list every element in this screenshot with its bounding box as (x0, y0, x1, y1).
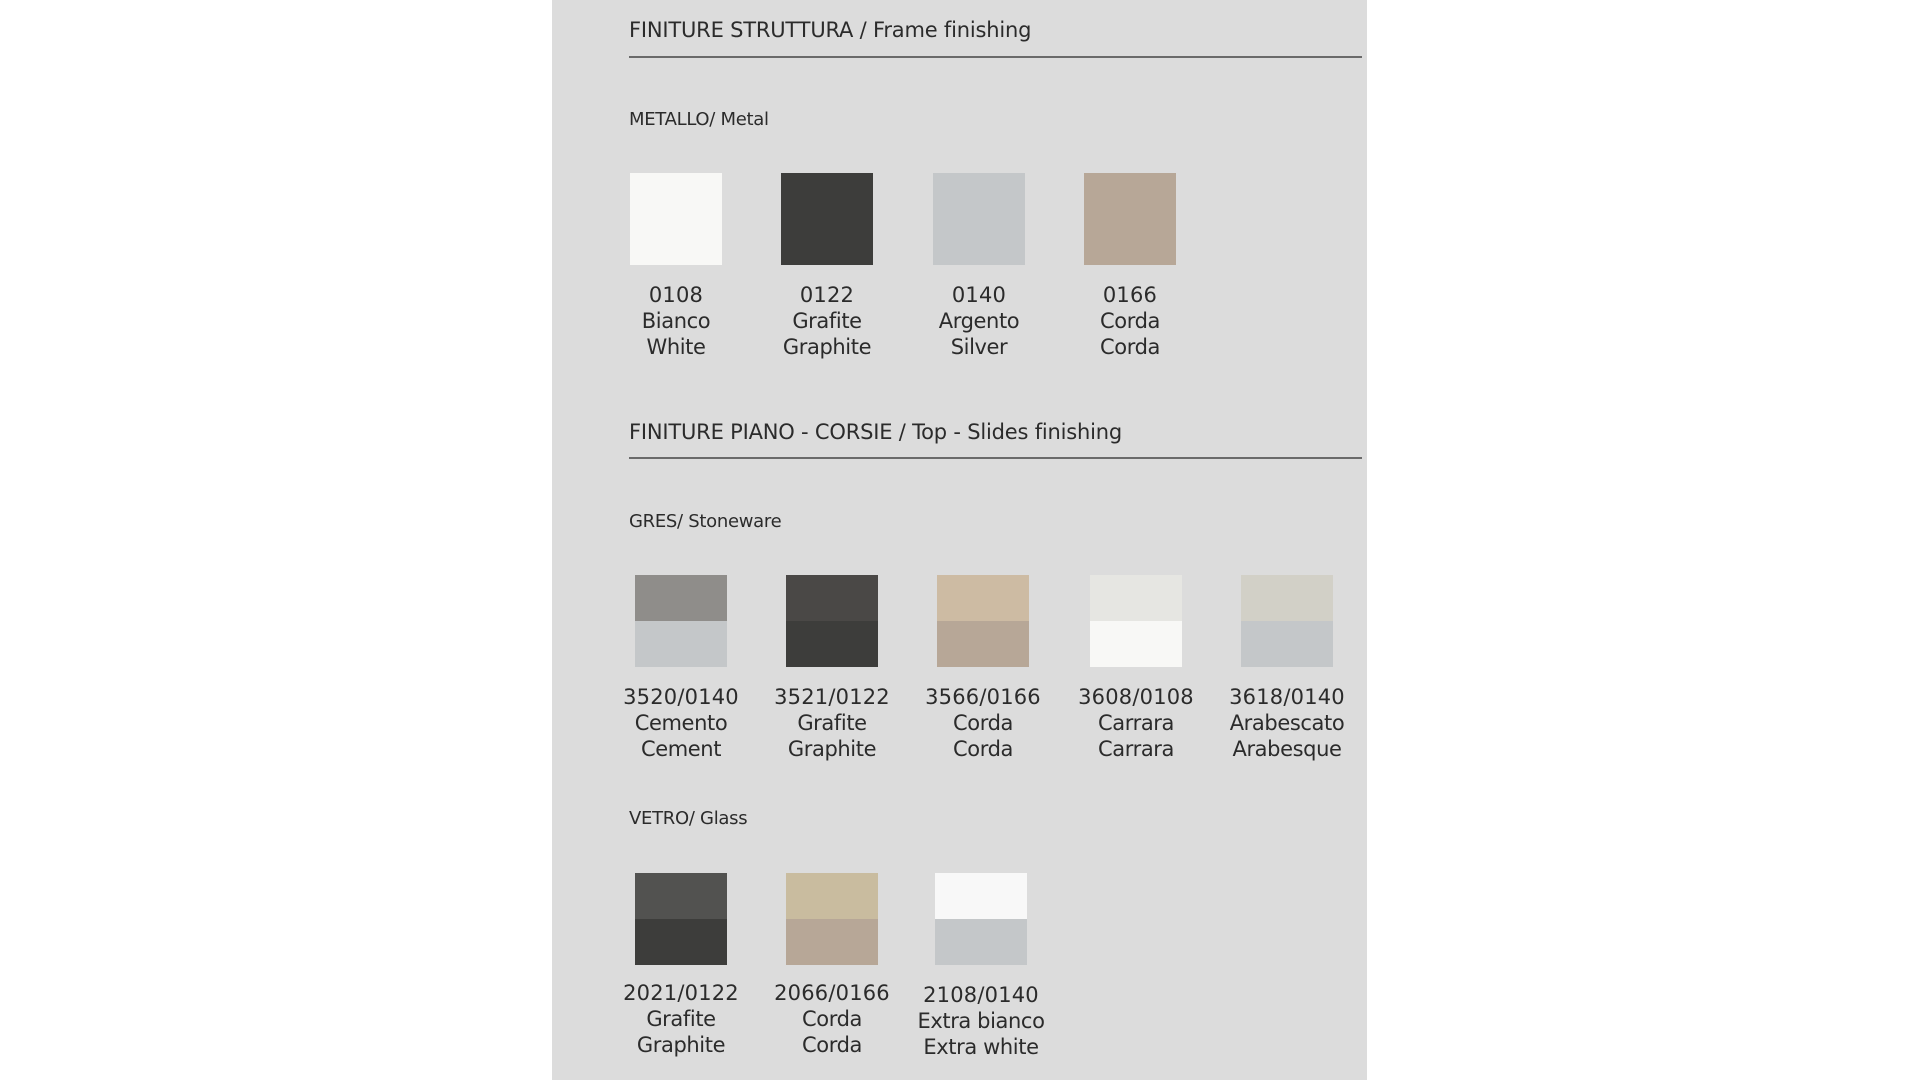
swatch-name-en: White (646, 335, 706, 359)
swatch-caption (904, 282, 1054, 360)
swatch-name-en: Arabesque (1232, 737, 1342, 761)
top-section-title: FINITURE PIANO - CORSIE / Top - Slides finishing (629, 420, 1123, 444)
swatch-3521-0122 (786, 575, 878, 667)
swatch-code: 2066/0166 (774, 981, 890, 1005)
swatch-code: 0140 (951, 283, 1007, 307)
top-section-divider (629, 457, 1362, 459)
swatch-name-it: Arabescato (1229, 711, 1345, 735)
swatch-bottom-color (781, 219, 873, 265)
swatch-caption (752, 282, 902, 360)
swatch-caption (908, 684, 1058, 762)
swatch-code: 0108 (648, 283, 704, 307)
swatch-caption (606, 980, 756, 1058)
swatch-bottom-color (937, 621, 1029, 667)
swatch-name-it: Grafite (797, 711, 867, 735)
metal-group-label: METALLO/ Metal (629, 109, 769, 130)
swatch-name-it: Cemento (634, 711, 728, 735)
swatch-top-color (933, 173, 1025, 219)
swatch-caption (1061, 684, 1211, 762)
swatch-code: 3608/0108 (1078, 685, 1194, 709)
swatch-0140 (933, 173, 1025, 265)
swatch-name-it: Extra bianco (917, 1009, 1045, 1033)
swatch-name-en: Carrara (1097, 737, 1174, 761)
swatch-name-it: Grafite (646, 1007, 716, 1031)
swatch-bottom-color (630, 219, 722, 265)
swatch-name-en: Graphite (787, 737, 877, 761)
swatch-name-en: Cement (640, 737, 722, 761)
swatch-name-it: Carrara (1097, 711, 1174, 735)
swatch-2108-0140 (935, 873, 1027, 965)
swatch-caption (757, 684, 907, 762)
frame-section-title: FINITURE STRUTTURA / Frame finishing (629, 18, 1032, 42)
swatch-2066-0166 (786, 873, 878, 965)
swatch-name-it: Corda (1100, 309, 1160, 333)
swatch-code: 0166 (1102, 283, 1158, 307)
swatch-bottom-color (1084, 219, 1176, 265)
swatch-bottom-color (786, 919, 878, 965)
swatch-name-en: Silver (950, 335, 1008, 359)
swatch-bottom-color (786, 621, 878, 667)
swatch-bottom-color (635, 621, 727, 667)
swatch-3520-0140 (635, 575, 727, 667)
swatch-3618-0140 (1241, 575, 1333, 667)
swatch-caption (606, 684, 756, 762)
swatch-bottom-color (1241, 621, 1333, 667)
swatch-top-color (1090, 575, 1182, 621)
swatch-name-it: Corda (953, 711, 1013, 735)
swatch-code: 3566/0166 (925, 685, 1041, 709)
swatch-code: 2021/0122 (623, 981, 739, 1005)
swatch-caption (601, 282, 751, 360)
swatch-caption (1212, 684, 1362, 762)
swatch-0166 (1084, 173, 1176, 265)
swatch-name-en: Corda (1100, 335, 1160, 359)
swatch-name-en: Corda (953, 737, 1013, 761)
finishes-sheet (552, 0, 1367, 1080)
swatch-top-color (635, 873, 727, 919)
swatch-top-color (1241, 575, 1333, 621)
swatch-top-color (786, 575, 878, 621)
swatch-name-en: Graphite (636, 1033, 726, 1057)
swatch-0108 (630, 173, 722, 265)
swatch-3566-0166 (937, 575, 1029, 667)
swatch-caption (906, 982, 1056, 1060)
swatch-code: 2108/0140 (923, 983, 1039, 1007)
swatch-name-it: Argento (938, 309, 1020, 333)
swatch-bottom-color (635, 919, 727, 965)
swatch-name-it: Corda (802, 1007, 862, 1031)
swatch-top-color (630, 173, 722, 219)
swatch-name-en: Corda (802, 1033, 862, 1057)
swatch-bottom-color (933, 219, 1025, 265)
swatch-code: 0122 (799, 283, 855, 307)
swatch-top-color (786, 873, 878, 919)
swatch-top-color (781, 173, 873, 219)
swatch-code: 3618/0140 (1229, 685, 1345, 709)
swatch-top-color (1084, 173, 1176, 219)
frame-section-divider (629, 56, 1362, 58)
swatch-2021-0122 (635, 873, 727, 965)
swatch-name-it: Grafite (792, 309, 862, 333)
swatch-top-color (935, 873, 1027, 919)
glass-group-label: VETRO/ Glass (629, 808, 748, 829)
swatch-code: 3520/0140 (623, 685, 739, 709)
swatch-bottom-color (935, 919, 1027, 965)
swatch-name-it: Bianco (641, 309, 711, 333)
swatch-top-color (937, 575, 1029, 621)
swatch-caption (757, 980, 907, 1058)
stoneware-group-label: GRES/ Stoneware (629, 511, 782, 532)
swatch-name-en: Graphite (782, 335, 872, 359)
swatch-top-color (635, 575, 727, 621)
swatch-bottom-color (1090, 621, 1182, 667)
swatch-caption (1055, 282, 1205, 360)
swatch-0122 (781, 173, 873, 265)
swatch-3608-0108 (1090, 575, 1182, 667)
swatch-code: 3521/0122 (774, 685, 890, 709)
swatch-name-en: Extra white (923, 1035, 1039, 1059)
